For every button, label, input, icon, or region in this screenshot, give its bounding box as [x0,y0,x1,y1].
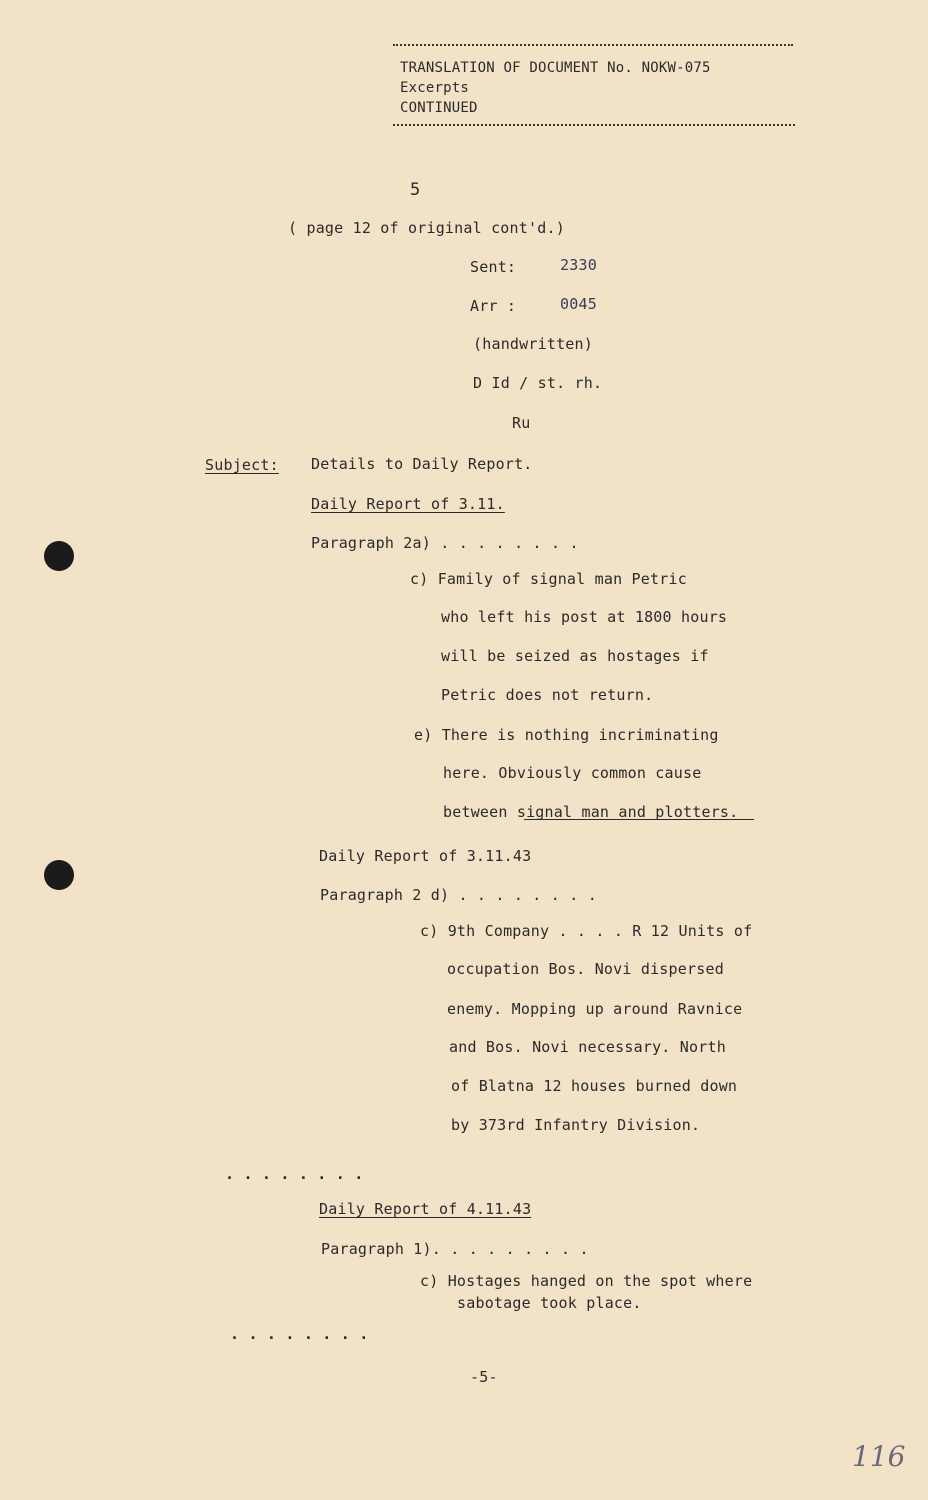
arr-label: Arr : [470,297,517,315]
section1-heading: Daily Report of 3.11. [311,495,505,513]
handwritten-note: (handwritten) [473,335,593,353]
section3-c-line1: c) Hostages hanged on the spot where [420,1272,753,1290]
handwritten-page-number: 116 [852,1440,906,1473]
sent-label: Sent: [470,258,517,276]
header-bottom-rule [393,124,795,126]
section1-c-line3: will be seized as hostages if [441,647,709,665]
section2-c-line3: enemy. Mopping up around Ravnice [447,1000,743,1018]
section2-c-line2: occupation Bos. Novi dispersed [447,960,724,978]
header-top-rule [393,44,793,46]
section3-heading: Daily Report of 4.11.43 [319,1200,532,1218]
page-label: 5 [410,180,421,200]
section1-c-line1: c) Family of signal man Petric [410,570,687,588]
section2-c-line1: c) 9th Company . . . . R 12 Units of [420,922,753,940]
section2-heading: Daily Report of 3.11.43 [319,847,532,865]
page-reference: ( page 12 of original cont'd.) [288,219,565,237]
section1-underline [524,819,754,820]
section1-paragraph: Paragraph 2a) . . . . . . . . [311,534,579,552]
initials: D Id / st. rh. [473,374,603,392]
ru-mark: Ru [512,414,531,432]
ellipsis-separator-1: . . . . . . . . [225,1165,364,1183]
header-excerpts: Excerpts [400,80,470,96]
ellipsis-separator-2: . . . . . . . . [230,1325,369,1343]
section1-c-line2: who left his post at 1800 hours [441,608,728,626]
section2-c-line6: by 373rd Infantry Division. [451,1116,701,1134]
section2-c-line4: and Bos. Novi necessary. North [449,1038,726,1056]
section3-paragraph: Paragraph 1). . . . . . . . . [321,1240,589,1258]
arr-value: 0045 [560,295,597,313]
section1-e-line3: between signal man and plotters. [443,803,739,821]
footer-page-number: -5- [470,1368,498,1386]
section1-e-line2: here. Obviously common cause [443,764,702,782]
section3-c-line2: sabotage took place. [457,1294,642,1312]
sent-value: 2330 [560,256,597,274]
header-title: TRANSLATION OF DOCUMENT No. NOKW-075 [400,60,711,76]
header-continued: CONTINUED [400,100,478,116]
punch-hole-top [44,541,74,571]
section2-c-line5: of Blatna 12 houses burned down [451,1077,738,1095]
section1-c-line4: Petric does not return. [441,686,654,704]
subject-label: Subject: [205,456,279,474]
subject-text: Details to Daily Report. [311,455,533,473]
section2-paragraph: Paragraph 2 d) . . . . . . . . [320,886,597,904]
punch-hole-bottom [44,860,74,890]
section1-e-line1: e) There is nothing incriminating [414,726,719,744]
